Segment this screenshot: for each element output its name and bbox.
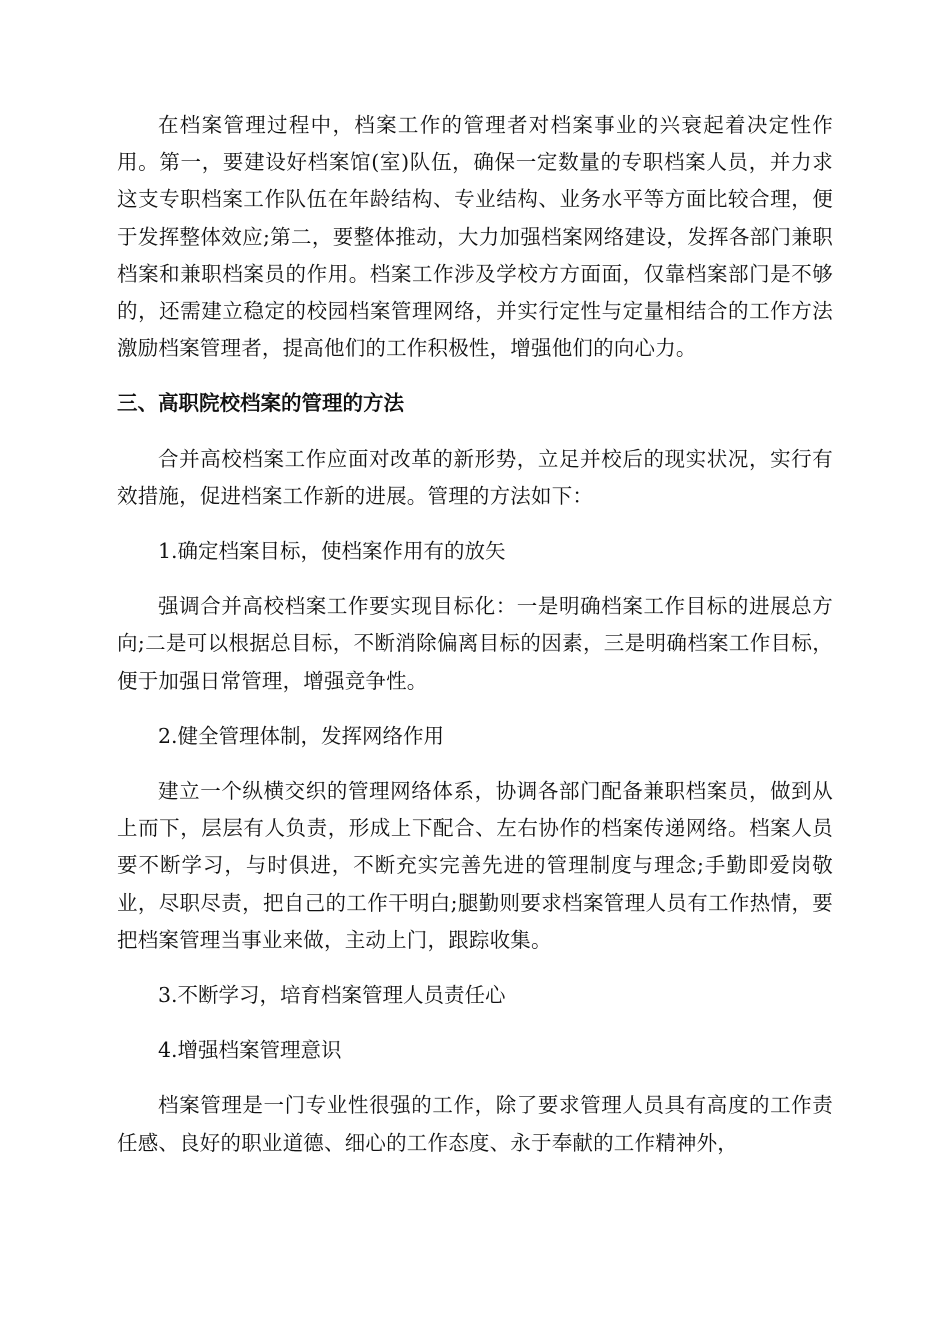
document-page	[117, 107, 833, 1180]
section-heading-methods: 三、高职院校档案的管理的方法	[117, 391, 404, 416]
paragraph-network: 建立一个纵横交织的管理网络体系，协调各部门配备兼职档案员，做到从上而下，层层有人负责，形成上下配合、左右协作的档案传递网络。档案人员要不断学习，与时俱进，不断充实完善先进的管理制度与理念;手勤即爱岗敬业，尽职尽责，把自己的工作干明白;腿勤则要求档案管理人员有工作热情，要把档案管理当事业来做，主动上门，跟踪收集。	[117, 779, 833, 952]
subheading-4: 4.增强档案管理意识	[158, 1038, 342, 1063]
paragraph-manager-role: 在档案管理过程中，档案工作的管理者对档案事业的兴衰起着决定性作用。第一，要建设好档案馆(室)队伍，确保一定数量的专职档案人员，并力求这支专职档案工作队伍在年龄结构、专业结构、业务水平等方面比较合理，便于发挥整体效应;第二，要整体推动，大力加强档案网络建设，发挥各部门兼职档案和兼职档案员的作用。档案工作涉及学校方方面面，仅靠档案部门是不够的，还需建立稳定的校园档案管理网络，并实行定性与定量相结合的工作方法激励档案管理者，提高他们的工作积极性，增强他们的向心力。	[117, 113, 833, 361]
paragraph-targets: 强调合并高校档案工作要实现目标化：一是明确档案工作目标的进展总方向;二是可以根据总目标，不断消除偏离目标的因素，三是明确档案工作目标，便于加强日常管理，增强竞争性。	[117, 594, 833, 693]
subheading-3: 3.不断学习，培育档案管理人员责任心	[158, 983, 506, 1008]
subheading-2: 2.健全管理体制，发挥网络作用	[158, 723, 445, 748]
subheading-1: 1.确定档案目标，使档案作用有的放矢	[158, 539, 506, 564]
paragraph-methods-intro: 合并高校档案工作应面对改革的新形势，立足并校后的现实状况，实行有效措施，促进档案工作新的进展。管理的方法如下：	[117, 446, 833, 508]
paragraph-awareness: 档案管理是一门专业性很强的工作，除了要求管理人员具有高度的工作责任感、良好的职业道德、细心的工作态度、永于奉献的工作精神外，	[117, 1093, 833, 1155]
